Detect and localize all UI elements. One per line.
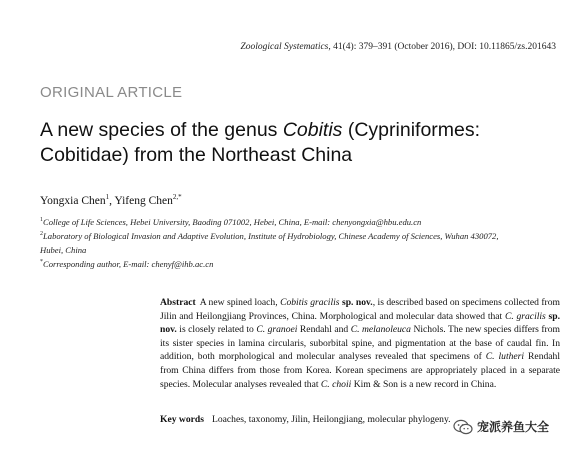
nomenclature-mark: sp. nov.	[341, 297, 373, 308]
title-text-end: (Cypriniformes: Cobitidae) from the Northeast China	[40, 119, 481, 166]
keywords-text: Loaches, taxonomy, Jilin, Heilongjiang, molecular phylogeny.	[211, 414, 451, 425]
abstract	[160, 296, 560, 391]
abstract-label: Abstract	[160, 297, 196, 308]
affiliation-line	[40, 228, 560, 242]
species-name: C. lutheri	[485, 351, 525, 363]
author-affiliation-mark: 1	[105, 193, 110, 201]
nomenclature-mark: sp. nov.	[160, 310, 560, 336]
species-name: C. gracilis	[504, 310, 546, 322]
species-name: C. choii	[320, 378, 352, 390]
affiliation-text: Corresponding author, E-mail: chenyf@ihb.ac.cn	[43, 259, 214, 270]
author-name: Yifeng Chen	[114, 194, 173, 207]
affiliation-text: Hubei, China	[40, 244, 87, 255]
affiliation-mark: 1	[40, 217, 43, 223]
title-genus: Cobitis	[282, 119, 343, 141]
affiliations	[40, 214, 560, 270]
affiliation-text: Laboratory of Biological Invasion and Adaptive Evolution, Institute of Hydrobiology, Chinese Academy of Sciences, Wuhan 430072,	[43, 230, 499, 241]
article-title	[40, 118, 570, 168]
species-name: C. melanoleuca	[350, 324, 411, 336]
abstract-text: , is described based on specimens collected from Jilin and Heilongjiang Provinces, China. Morphological and molecular data showed that	[160, 297, 560, 322]
wechat-icon	[453, 419, 473, 435]
species-name: Cobitis gracilis	[280, 297, 340, 308]
abstract-text: Nichols. The new species differs from its sister species in lamina circularis, suborbital spine, and pigmentation at the base of caudal fin. In addition, both morphological and molecular analyses revealed that specimens of	[160, 324, 561, 363]
affiliation-mark: 2	[40, 231, 43, 238]
affiliation-line	[40, 214, 560, 228]
author-list	[40, 193, 182, 207]
watermark-text: 宠派养鱼大全	[477, 420, 550, 434]
abstract-text: Rendahl and	[297, 324, 351, 336]
author-name: Yongxia Chen	[40, 194, 106, 207]
author-separator: ,	[109, 194, 115, 207]
abstract-text: Kim & Son is a new record in China.	[351, 378, 497, 390]
abstract-text: Rendahl from China differs from those from Korea. Korean specimens are appropriately placed in a separate species. Molecular analyses revealed that	[160, 351, 561, 390]
title-text-start: A new species of the genus	[40, 119, 283, 141]
abstract-text: is closely related to	[176, 324, 257, 336]
article-type: ORIGINAL ARTICLE	[40, 84, 183, 101]
author-affiliation-mark: 2,*	[172, 193, 182, 201]
journal-citation	[241, 42, 557, 52]
affiliation-mark: *	[40, 259, 43, 266]
abstract-text: A new spined loach,	[199, 297, 281, 308]
watermark	[453, 418, 549, 435]
affiliation-text: College of Life Sciences, Hebei University, Baoding 071002, Hebei, China, E-mail: chenyongxia@hbu.edu.cn	[43, 216, 422, 227]
species-name: C. granoei	[256, 324, 298, 336]
affiliation-line	[40, 242, 560, 256]
affiliation-line	[40, 256, 560, 270]
journal-volume-doi: , 41(4): 379–391 (October 2016), DOI: 10.11865/zs.201643	[328, 42, 556, 52]
journal-name: Zoological Systematics	[240, 42, 329, 52]
keywords-label: Key words	[160, 414, 204, 425]
